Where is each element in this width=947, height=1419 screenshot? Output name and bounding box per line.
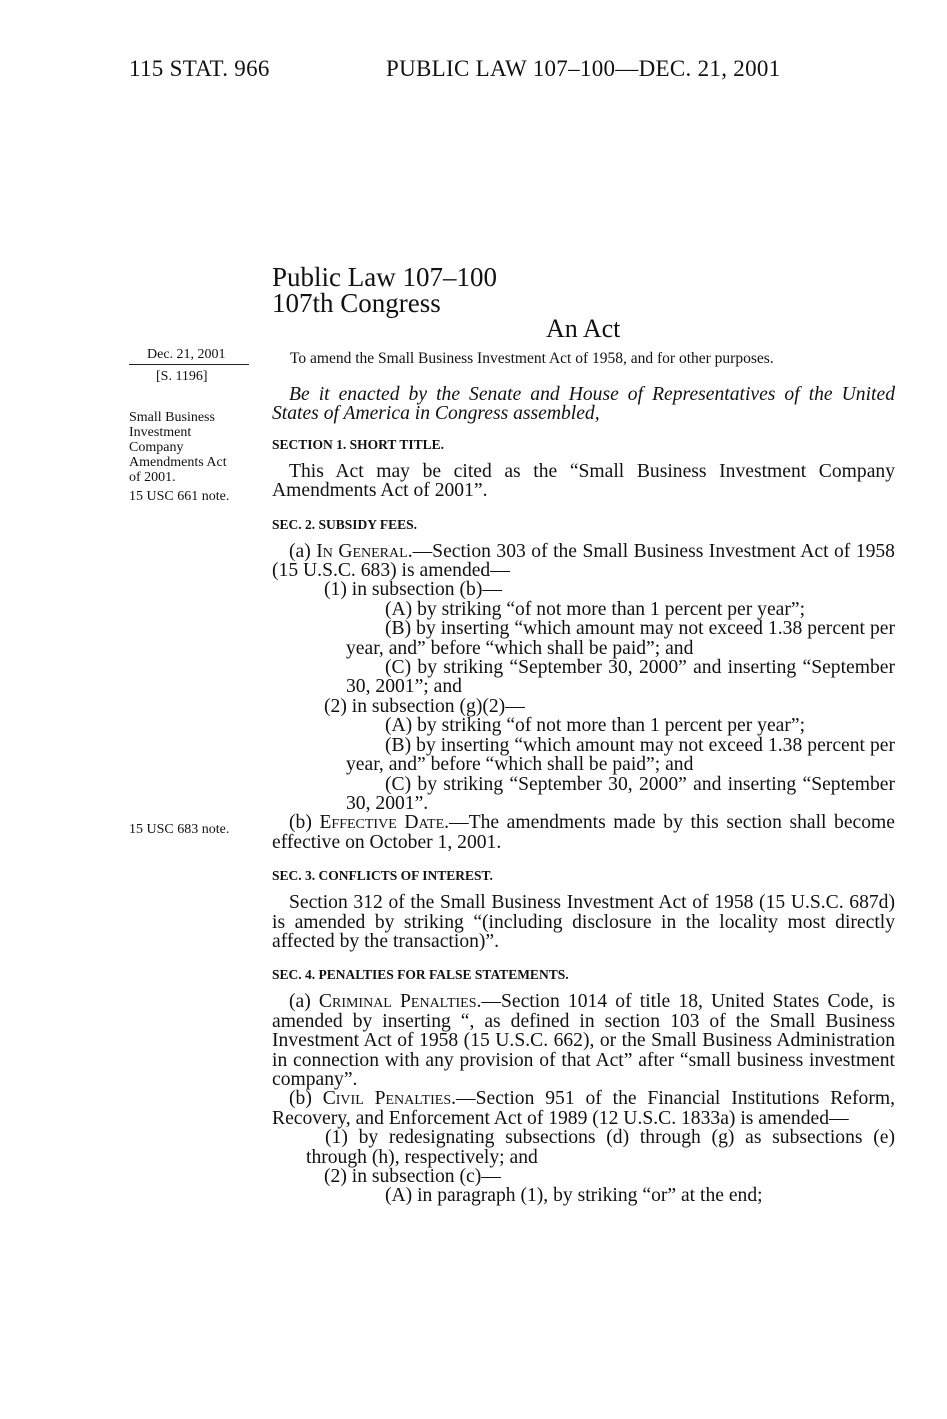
paragraph-item: (2) in subsection (c)— — [324, 1166, 501, 1187]
margin-short-title-line: of 2001. — [129, 470, 176, 485]
subsection-label: (b) — [289, 1088, 323, 1110]
subsection-a — [272, 542, 895, 581]
margin-divider — [129, 364, 249, 365]
running-header: PUBLIC LAW 107–100—DEC. 21, 2001 — [386, 56, 781, 81]
subparagraph-item: (B) by inserting “which amount may not exceed 1.38 percent per year, and” before “which shall be paid”; and — [346, 734, 895, 776]
subsection-text: .—Section 303 of the Small Business Investment Act of 1958 (15 U.S.C. 683) is amended— — [272, 540, 895, 582]
subparagraph-item: (C) by striking “September 30, 2000” and inserting “September 30, 2001”. — [346, 773, 895, 814]
margin-date: Dec. 21, 2001 — [147, 347, 226, 362]
subsection-heading: Civil Penalties — [322, 1088, 452, 1110]
section-heading: SEC. 3. CONFLICTS OF INTEREST. — [272, 868, 493, 884]
subparagraph-item: (A) by striking “of not more than 1 percent per year”; — [385, 715, 806, 737]
paragraph-item: (2) in subsection (g)(2)— — [324, 695, 525, 717]
margin-short-title-line: Small Business — [129, 410, 215, 425]
act-body — [272, 385, 895, 1206]
paragraph-item: (1) by redesignating subsections (d) through (g) as subsections (e) through (h), respectively; and — [306, 1127, 895, 1168]
section-heading: SECTION 1. SHORT TITLE. — [272, 436, 444, 452]
margin-short-title-line: Investment — [129, 425, 192, 440]
subsection-b — [272, 1089, 895, 1128]
page-stat-number: 115 STAT. 966 — [129, 56, 270, 81]
section-paragraph: Section 312 of the Small Business Investment Act of 1958 (15 U.S.C. 687d) is amended by striking “(including disclosure in the locality most directly affected by the transaction)”. — [272, 892, 895, 952]
margin-usc-note: 15 USC 683 note. — [129, 822, 230, 837]
subparagraph-item: (A) by striking “of not more than 1 percent per year”; — [385, 598, 806, 620]
subparagraph-item: (B) by inserting “which amount may not exceed 1.38 percent per year, and” before “which shall be paid”; and — [346, 618, 895, 659]
section-heading: SEC. 4. PENALTIES FOR FALSE STATEMENTS. — [272, 967, 569, 983]
section-heading: SEC. 2. SUBSIDY FEES. — [272, 516, 418, 532]
subsection-label: (a) — [289, 540, 317, 562]
margin-usc-note: 15 USC 661 note. — [129, 489, 230, 504]
law-title: Public Law 107–100 — [272, 262, 497, 292]
subsection-label: (b) — [289, 812, 320, 834]
subsection-text: .—The amendments made by this section shall become effective on October 1, 2001. — [272, 812, 895, 853]
margin-short-title-line: Company — [129, 440, 184, 455]
margin-bill-number: [S. 1196] — [156, 369, 208, 384]
subsection-heading: Effective Date — [319, 812, 445, 834]
section-paragraph: This Act may be cited as the “Small Business Investment Company Amendments Act of 2001”. — [272, 460, 895, 502]
act-heading: An Act — [546, 314, 621, 343]
paragraph-item: (1) in subsection (b)— — [324, 579, 502, 601]
subsection-label: (a) — [289, 991, 319, 1013]
subparagraph-item: (A) in paragraph (1), by striking “or” at the end; — [385, 1185, 763, 1207]
margin-short-title — [129, 410, 227, 485]
act-purpose: To amend the Small Business Investment Act of 1958, and for other purposes. — [290, 350, 774, 367]
subsection-b — [272, 813, 895, 852]
subsection-a — [272, 992, 895, 1089]
enacting-clause: Be it enacted by the Senate and House of Representatives of the United States of America in Congress assembled, — [272, 384, 895, 425]
subsection-heading: In General — [316, 540, 408, 562]
subsection-text: .—Section 1014 of title 18, United States Code, is amended by inserting “, as defined in section 103 of the Small Business Investment Act of 1958 (15 U.S.C. 662), or the Small Business Administration in connection with any provision of that Act” after “small business investment company”. — [272, 991, 895, 1090]
margin-short-title-line: Amendments Act — [129, 455, 227, 470]
subparagraph-item: (C) by striking “September 30, 2000” and inserting “September 30, 2001”; and — [346, 657, 895, 698]
subsection-heading: Criminal Penalties — [318, 991, 477, 1013]
congress-line: 107th Congress — [272, 288, 441, 318]
subsection-text: .—Section 951 of the Financial Institutions Reform, Recovery, and Enforcement Act of 1989 (12 U.S.C. 1833a) is amended— — [272, 1088, 895, 1129]
